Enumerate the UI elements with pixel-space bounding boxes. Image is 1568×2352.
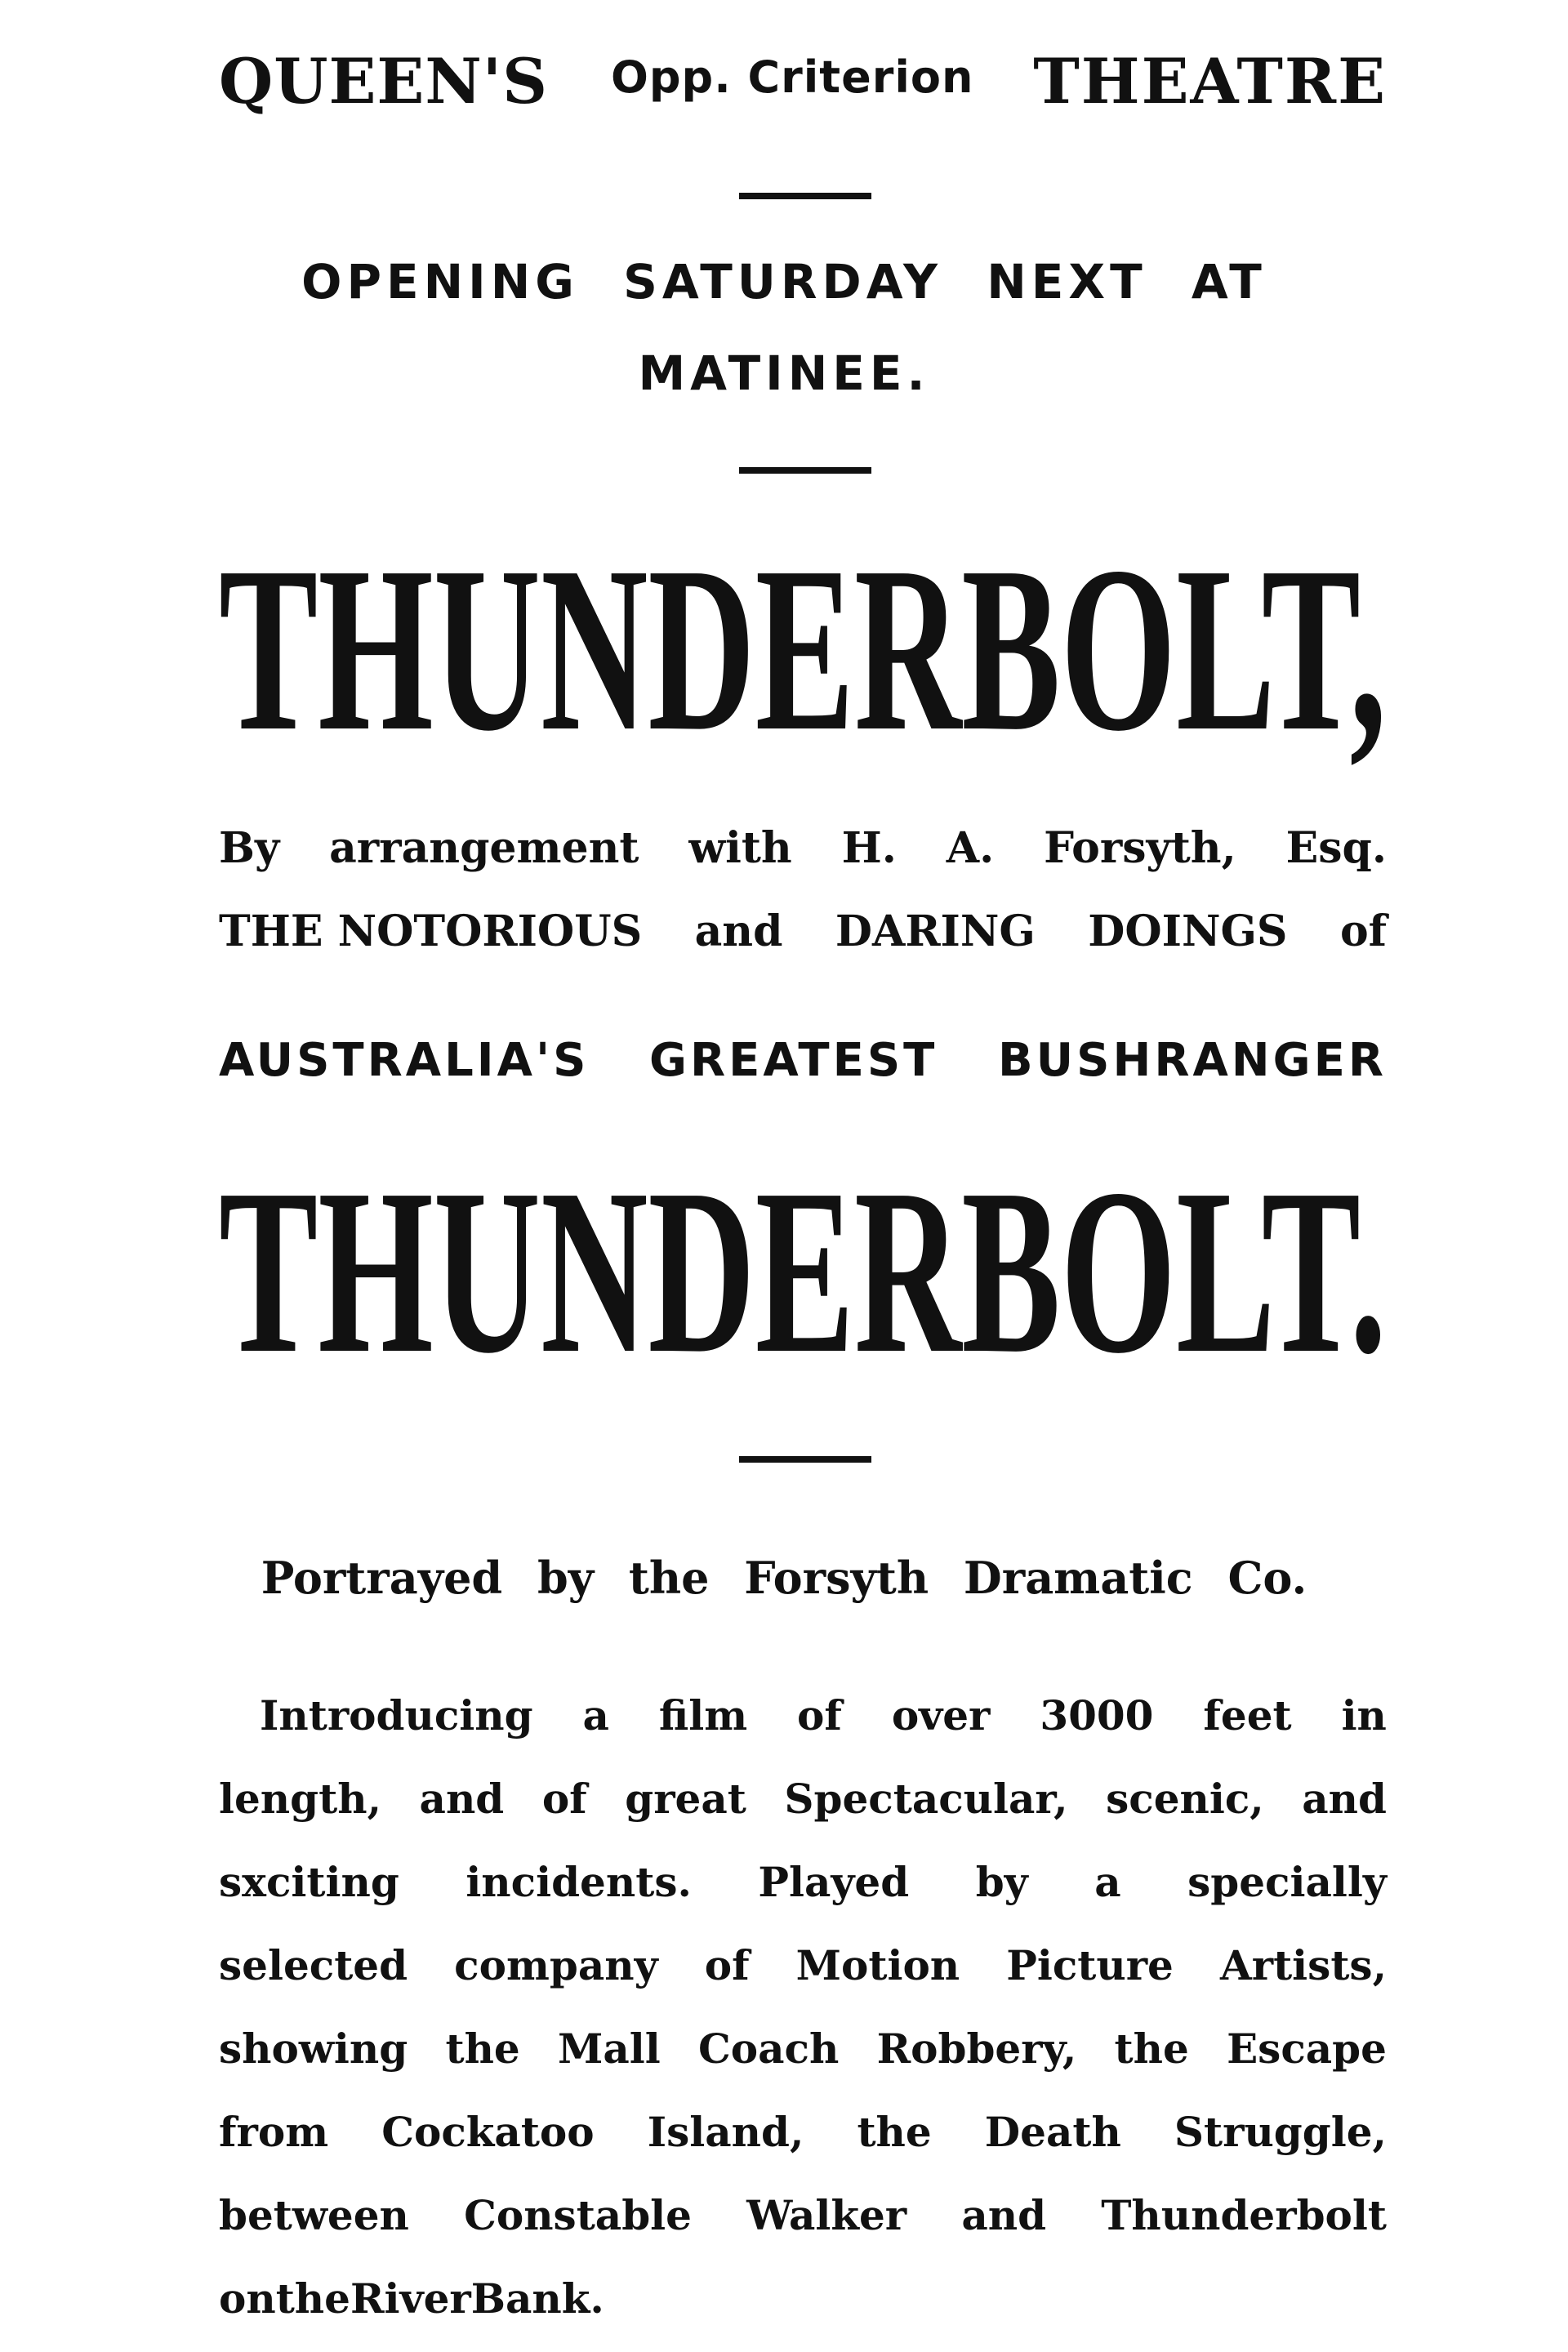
paragraph-word: Thunderbolt — [1101, 2191, 1387, 2239]
paragraph-word: and — [419, 1775, 505, 1823]
paragraph-word: scenic, — [1106, 1775, 1264, 1823]
divider-rule — [739, 467, 871, 474]
arrangement-word: arrangement — [329, 823, 639, 873]
paragraph-word: sxciting — [219, 1858, 399, 1906]
opening-announcement — [0, 236, 1568, 419]
paragraph-word: a — [582, 1691, 609, 1740]
paragraph-word: of — [541, 1775, 587, 1823]
paragraph-word: specially — [1187, 1858, 1387, 1906]
arrangement-word: Forsyth, — [1044, 823, 1236, 873]
notorious-word: and — [694, 906, 783, 956]
bushranger-line — [219, 1034, 1387, 1087]
arrangement-word: with — [688, 823, 792, 873]
paragraph-word: a — [1094, 1858, 1121, 1906]
paragraph-word: Introducing — [260, 1691, 533, 1740]
arrangement-word: A. — [946, 823, 995, 873]
notorious-word: THE NOTORIOUS — [219, 906, 643, 956]
paragraph-word: Island, — [647, 2108, 804, 2156]
paragraph-word: Struggle, — [1174, 2108, 1387, 2156]
paragraph-word: Cockatoo — [381, 2108, 595, 2156]
paragraph-word: Motion — [795, 1941, 960, 1989]
divider-rule — [739, 1456, 871, 1463]
paragraph-word: from — [219, 2108, 329, 2156]
paragraph-word: 3000 — [1040, 1691, 1154, 1740]
description-paragraph — [219, 1674, 1387, 2341]
arrangement-word: Esq. — [1285, 823, 1387, 873]
header-location: Opp. Criterion — [611, 51, 974, 103]
notorious-line — [219, 906, 1387, 956]
divider-rule — [739, 193, 871, 199]
paragraph-word: Escape — [1227, 2025, 1387, 2073]
paragraph-word: the — [445, 2025, 520, 2073]
paragraph-word: Spectacular, — [784, 1775, 1068, 1823]
paragraph-word: in — [1341, 1691, 1387, 1740]
arrangement-line — [219, 823, 1387, 873]
paragraph-word: feet — [1203, 1691, 1292, 1740]
notorious-word: DARING — [835, 906, 1036, 956]
notorious-word: of — [1339, 906, 1387, 956]
paragraph-word: Bank. — [470, 2274, 604, 2323]
header-queens: QUEEN'S — [219, 45, 548, 118]
paragraph-word: Picture — [1006, 1941, 1174, 1989]
theatre-header — [219, 45, 1387, 135]
paragraph-word: Artists, — [1219, 1941, 1387, 1989]
bushranger-word: AUSTRALIA'S — [219, 1034, 590, 1087]
paragraph-line — [219, 1841, 1387, 1924]
bushranger-word: BUSHRANGER — [997, 1034, 1387, 1087]
notorious-word: DOINGS — [1088, 906, 1288, 956]
paragraph-word: on — [219, 2274, 276, 2323]
paragraph-word: the — [275, 2274, 350, 2323]
portrayed-by-line: Portrayed by the Forsyth Dramatic Co. — [261, 1552, 1307, 1604]
paragraph-word: the — [857, 2108, 932, 2156]
paragraph-word: length, — [219, 1775, 381, 1823]
paragraph-word: Constable — [464, 2191, 692, 2239]
header-theatre: THEATRE — [1033, 45, 1387, 118]
paragraph-word: company — [454, 1941, 658, 1989]
paragraph-word: film — [658, 1691, 748, 1740]
paragraph-word: the — [1114, 2025, 1189, 2073]
paragraph-word: River — [350, 2274, 471, 2323]
paragraph-line — [219, 1924, 1387, 2007]
paragraph-word: between — [219, 2191, 409, 2239]
title-thunderbolt-period: THUNDERBOLT. — [219, 1140, 1387, 1402]
paragraph-word: over — [891, 1691, 991, 1740]
paragraph-word: Mall — [558, 2025, 661, 2073]
paragraph-word: of — [797, 1691, 842, 1740]
paragraph-line — [219, 1674, 1387, 1757]
paragraph-line — [219, 2007, 1387, 2091]
paragraph-word: of — [704, 1941, 750, 1989]
paragraph-word: and — [961, 2191, 1047, 2239]
paragraph-word: showing — [219, 2025, 408, 2073]
title-thunderbolt-comma: THUNDERBOLT, — [219, 518, 1387, 780]
paragraph-word: by — [975, 1858, 1028, 1906]
paragraph-word: and — [1302, 1775, 1387, 1823]
opening-line-2: MATINEE. — [638, 345, 930, 401]
arrangement-word: By — [219, 823, 280, 873]
paragraph-word: selected — [219, 1941, 408, 1989]
paragraph-line — [219, 2091, 1387, 2174]
paragraph-line — [219, 1757, 1387, 1841]
paragraph-word: Played — [758, 1858, 910, 1906]
paragraph-word: incidents. — [466, 1858, 692, 1906]
arrangement-word: H. — [841, 823, 897, 873]
paragraph-word: great — [625, 1775, 746, 1823]
bushranger-word: GREATEST — [649, 1034, 938, 1087]
paragraph-word: Walker — [746, 2191, 907, 2239]
paragraph-word: Death — [984, 2108, 1121, 2156]
paragraph-line — [219, 2174, 1387, 2257]
paragraph-word: Coach — [698, 2025, 840, 2073]
opening-line-1: OPENING SATURDAY NEXT AT — [301, 254, 1267, 310]
paragraph-line — [219, 2257, 1387, 2341]
paragraph-word: Robbery, — [876, 2025, 1077, 2073]
